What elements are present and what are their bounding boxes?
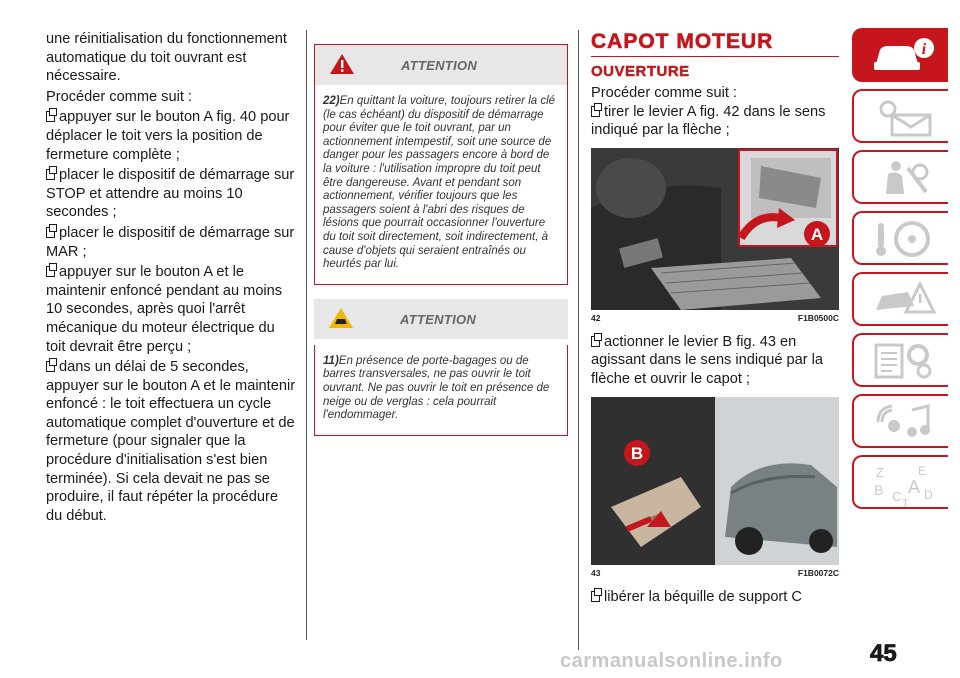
checkbox-bullet-icon bbox=[591, 106, 600, 117]
title-rule bbox=[591, 56, 839, 57]
text-column-2 bbox=[314, 44, 568, 436]
note-number: 22) bbox=[323, 95, 340, 107]
column-divider bbox=[306, 30, 307, 640]
sidebar-item-car-info[interactable] bbox=[852, 28, 948, 82]
emergency-icon bbox=[872, 280, 936, 320]
sidebar-item-index[interactable] bbox=[852, 455, 948, 509]
list-item bbox=[46, 358, 296, 525]
index-letter: B bbox=[874, 482, 884, 498]
sidebar-item-multimedia[interactable] bbox=[852, 394, 948, 448]
sidebar-item-emergency[interactable] bbox=[852, 272, 948, 326]
list-item bbox=[591, 588, 839, 607]
figure-number: 42 bbox=[591, 312, 601, 323]
page-number: 45 bbox=[870, 640, 897, 667]
hood-lever-photo bbox=[591, 148, 839, 310]
list-item bbox=[46, 166, 296, 222]
list-item-text: appuyer sur le bouton A et le maintenir enfoncé pendant au moins 10 secondes, après quoi l'arrêt mécanique du moteur électrique du toit devrait être perçu ; bbox=[46, 264, 283, 355]
safety-icon bbox=[872, 158, 936, 198]
list-item bbox=[46, 263, 296, 356]
steering-wheel-icon bbox=[872, 219, 936, 259]
caution-triangle-icon bbox=[328, 307, 354, 329]
list-item bbox=[591, 333, 839, 389]
warning-header bbox=[315, 45, 567, 85]
index-letter: C bbox=[892, 489, 902, 504]
sidebar-item-driving[interactable] bbox=[852, 211, 948, 265]
warning-text-body: En quittant la voiture, toujours retirer la clé (le cas échéant) du dispositif de démarrage pour éviter que le toit ouvrant, par un actionnement intempestif, soit une source de danger pour les passagers encore à bord de la voiture : l'utilisation impropre du toit peut être dangereuse. Avant et pendant son actionnement, vérifier toujours que les passagers soient à l'abri des risques de lésions que pourrait occasionner l'ouverture du toit soit directement, soit indirectement, à cause d'objets qui seraient entraînés ou heurtés par lui. bbox=[323, 95, 556, 271]
index-letter: A bbox=[908, 477, 921, 497]
checkbox-bullet-icon bbox=[46, 111, 55, 122]
svg-text:i: i bbox=[921, 41, 927, 58]
index-letter: T bbox=[902, 498, 909, 507]
warning-header bbox=[314, 299, 568, 339]
list-item-text: actionner le levier B fig. 43 en agissant dans le sens indiqué par la flèche et ouvrir le capot ; bbox=[591, 333, 824, 387]
sidebar-item-safety[interactable] bbox=[852, 150, 948, 204]
figure-hood-release bbox=[591, 397, 839, 565]
list-item bbox=[46, 108, 296, 164]
note-number: 11) bbox=[323, 354, 339, 367]
warning-text bbox=[315, 345, 567, 435]
sidebar-item-warning-lights[interactable] bbox=[852, 89, 948, 143]
column-divider bbox=[578, 30, 579, 650]
subsection-title: OUVERTURE bbox=[591, 63, 690, 80]
text-column-3 bbox=[591, 30, 839, 606]
warning-text-body: En présence de porte-bagages ou de barres transversales, ne pas ouvrir le toit ouvrant. Ne pas ouvrir le toit en présence de neige ou de verglas : cela pourrait l'endommager. bbox=[323, 354, 550, 422]
figure-code: F1B0500C bbox=[797, 312, 839, 323]
checkbox-bullet-icon bbox=[46, 361, 55, 372]
chapter-sidebar bbox=[852, 28, 948, 516]
car-info-icon bbox=[872, 36, 936, 76]
list-item-text: tirer le levier A fig. 42 dans le sens indiqué par la flèche ; bbox=[591, 103, 826, 139]
paragraph: Procéder comme suit : bbox=[591, 85, 737, 101]
warning-box bbox=[314, 345, 568, 436]
multimedia-icon bbox=[872, 402, 936, 442]
callout-label: B bbox=[630, 443, 644, 463]
list-item bbox=[591, 103, 839, 140]
warning-lights-icon bbox=[872, 97, 936, 137]
list-item-text: appuyer sur le bouton A fig. 40 pour déplacer le toit vers la position de fermeture complète ; bbox=[46, 109, 290, 163]
checkbox-bullet-icon bbox=[591, 591, 600, 602]
checkbox-bullet-icon bbox=[46, 266, 55, 277]
warning-box bbox=[314, 44, 568, 285]
figure-code: F1B0072C bbox=[797, 567, 839, 578]
paragraph: une réinitialisation du fonctionnement automatique du toit ouvrant est nécessaire. bbox=[46, 31, 287, 85]
warning-title: ATTENTION bbox=[401, 58, 478, 73]
figure-caption bbox=[591, 568, 839, 578]
list-item bbox=[46, 224, 296, 261]
list-item-text: dans un délai de 5 secondes, appuyer sur le bouton A et le maintenir enfoncé : le toit effectuera un cycle automatique complet d'ouverture et de fermeture (pour signaler que la procédure d'initialisation s'est bien terminée). Si cela devait ne pas se produire, il faut répéter la procédure du début. bbox=[46, 359, 296, 524]
paragraph: Procéder comme suit : bbox=[46, 88, 192, 105]
sidebar-item-maintenance[interactable] bbox=[852, 333, 948, 387]
list-item-text: placer le dispositif de démarrage sur MAR ; bbox=[46, 224, 295, 260]
hood-release-photo bbox=[591, 397, 839, 565]
index-letter: Z bbox=[876, 465, 884, 480]
index-icon bbox=[872, 463, 936, 507]
section-title: CAPOT MOTEUR bbox=[591, 30, 774, 53]
watermark: carmanualsonline.info bbox=[560, 650, 783, 672]
figure-caption bbox=[591, 313, 839, 323]
warning-text bbox=[315, 85, 567, 284]
checkbox-bullet-icon bbox=[591, 336, 600, 347]
figure-number: 43 bbox=[591, 567, 601, 578]
checkbox-bullet-icon bbox=[46, 169, 55, 180]
index-letter: D bbox=[924, 488, 933, 502]
list-item-text: libérer la béquille de support C bbox=[604, 588, 802, 605]
list-item-text: placer le dispositif de démarrage sur STOP et attendre au moins 10 secondes ; bbox=[46, 167, 295, 221]
callout-label: A bbox=[810, 224, 824, 244]
checkbox-bullet-icon bbox=[46, 227, 55, 238]
warning-triangle-icon bbox=[329, 53, 355, 75]
text-column-1 bbox=[46, 30, 296, 527]
maintenance-icon bbox=[872, 341, 936, 381]
warning-title: ATTENTION bbox=[400, 311, 477, 327]
index-letter: E bbox=[918, 464, 927, 478]
figure-hood-lever bbox=[591, 148, 839, 310]
